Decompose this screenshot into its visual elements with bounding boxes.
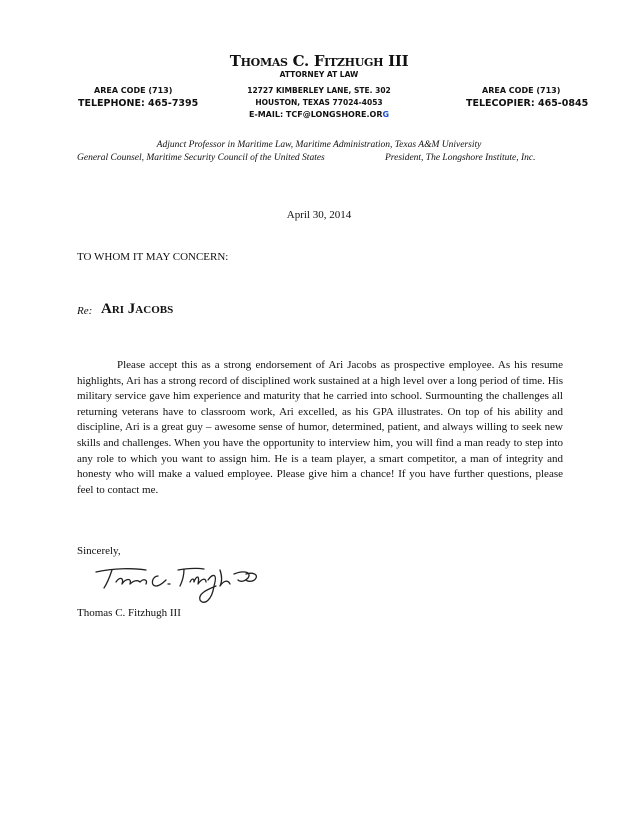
handwritten-signature [94,560,270,610]
affiliation-president: President, The Longshore Institute, Inc. [385,153,536,163]
letter-date: April 30, 2014 [286,209,352,221]
affiliation-professor: Adjunct Professor in Maritime Law, Maritime Administration, Texas A&M University [156,140,482,150]
signer-name: Thomas C. Fitzhugh III [77,607,181,619]
email-prefix: E-MAIL: TCF@LONGSHORE.OR [248,110,383,119]
telecopier-number: TELECOPIER: 465-0845 [466,98,589,109]
closing: Sincerely, [77,545,121,557]
salutation: TO WHOM IT MAY CONCERN: [77,251,229,263]
affiliation-general-counsel: General Counsel, Maritime Security Council of the United States [77,153,325,163]
letter-body: Please accept this as a strong endorsement of Ari Jacobs as prospective employee. As his resume highlights, Ari has a strong record of disciplined work sustained at a high level over a long period of time. His military service gave him experience and maturity that he carried into school. Surmounting the challenges all returning veterans have to classroom work, Ari excelled, as his GPA illustrates. On top of his ability and discipline, Ari is a great guy – awesome sense of humor, determined, patient, and always willing to seek new skills and challenges. When you have the opportunity to interview him, you will find a man ready to step into any role to which you want to assign him. He is a team player, a smart competitor, a man of integrity and honesty who will make a valued employee. Please give him a chance! If you have further questions, please feel to contact me. [77,359,563,496]
address-line-1: 12727 KIMBERLEY LANE, STE. 302 [247,86,391,95]
telephone-number: TELEPHONE: 465-7395 [78,98,199,109]
attorney-name: Thomas C. Fitzhugh III [229,52,409,70]
letterhead-name [0,52,638,70]
left-area-code: AREA CODE (713) [94,86,173,95]
attorney-title: ATTORNEY AT LAW [279,70,359,79]
re-label: Re: [77,305,93,317]
right-area-code: AREA CODE (713) [482,86,561,95]
re-subject-name: Ari Jacobs [101,301,174,317]
address-line-2: HOUSTON, TEXAS 77024-4053 [255,98,383,107]
email-suffix: G [382,110,390,119]
email-address[interactable] [0,110,638,119]
